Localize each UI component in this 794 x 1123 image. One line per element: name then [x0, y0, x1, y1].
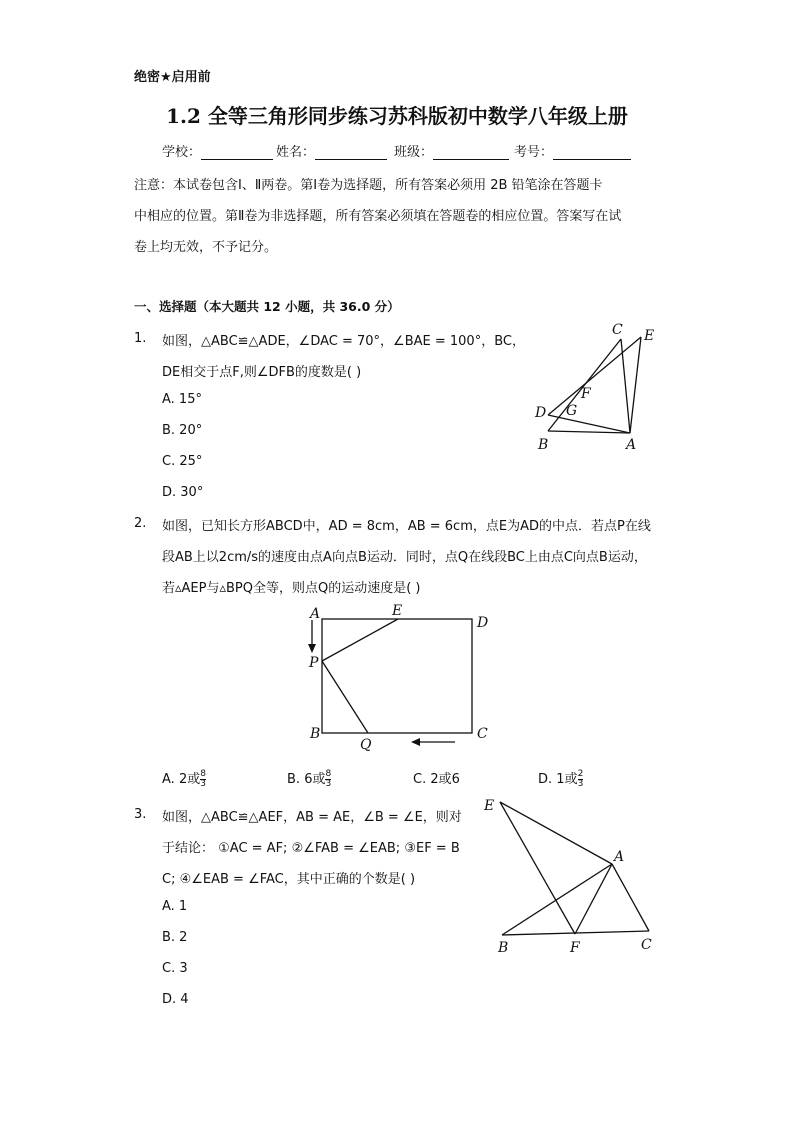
page-title: 1.2 全等三角形同步练习苏科版初中数学八年级上册 [166, 104, 628, 128]
q3-line-ea [500, 802, 612, 864]
notice-line-3: 卷上均无效，不予记分。 [134, 240, 278, 255]
name-field [276, 141, 387, 160]
q2-option-d-denominator: 3 [577, 779, 584, 789]
q2-label-e: E [392, 603, 403, 619]
q1-line-da [548, 415, 630, 433]
q3-line-ba [502, 864, 612, 935]
q2-label-b: B [310, 726, 321, 742]
q2-option-a-numerator: 8 [200, 769, 206, 779]
q2-line-pq [322, 661, 368, 733]
school-label: 学校： [162, 145, 202, 160]
q1-label-a: A [626, 437, 637, 453]
q2-option-b[interactable] [287, 768, 331, 789]
q2-line-3: 若▵AEP与▵BPQ全等，则点Q的运动速度是( ) [162, 581, 421, 596]
q2-option-c-label: C. [413, 772, 427, 787]
q3-line-ef [500, 802, 575, 934]
secret-label: 绝密★启用前 [134, 70, 211, 85]
q1-line-2: DE相交于点F,则∠DFB的度数是( ) [162, 365, 362, 380]
q2-option-d-fraction [578, 770, 584, 789]
q1-option-b[interactable]: B. 20° [162, 423, 203, 438]
q2-option-a-denominator: 3 [200, 779, 206, 789]
q3-line-bc [502, 931, 649, 935]
q3-number: 3. [134, 807, 147, 822]
q2-line-pe [322, 619, 398, 661]
q1-number: 1. [134, 331, 147, 346]
school-field [162, 141, 273, 160]
q2-option-a-text: 2或 [178, 772, 201, 787]
class-blank[interactable] [433, 145, 509, 160]
q3-option-b[interactable]: B. 2 [162, 930, 188, 945]
q3-option-d[interactable]: D. 4 [162, 992, 189, 1007]
school-blank[interactable] [201, 145, 273, 160]
q1-option-c[interactable]: C. 25° [162, 454, 203, 469]
q2-option-b-numerator: 8 [325, 769, 332, 779]
q3-line-ac [612, 864, 649, 931]
q1-option-d[interactable]: D. 30° [162, 485, 204, 500]
q1-line-1: 如图，△ABC≌△ADE，∠DAC = 70°，∠BAE = 100°，BC， [162, 334, 525, 349]
q1-label-f: F [581, 386, 591, 402]
name-label: 姓名： [276, 145, 316, 160]
exam-no-field [514, 141, 631, 160]
q2-label-p: P [309, 655, 319, 671]
class-field [394, 141, 509, 160]
q2-rectangle [322, 619, 472, 733]
q2-label-q: Q [360, 737, 372, 753]
q1-figure [528, 318, 668, 458]
q3-option-c[interactable]: C. 3 [162, 961, 188, 976]
q3-option-a[interactable]: A. 1 [162, 899, 188, 914]
q1-label-d: D [535, 405, 547, 421]
q2-option-a-fraction [200, 770, 206, 789]
q1-label-b: B [538, 437, 549, 453]
q1-label-c: C [612, 322, 623, 338]
section-title: 一、选择题（本大题共 12 小题，共 36.0 分） [134, 299, 400, 314]
q2-option-b-denominator: 3 [325, 779, 332, 789]
q3-line-1: 如图，△ABC≌△AEF，AB = AE，∠B = ∠E，则对 [162, 810, 462, 825]
exam-no-blank[interactable] [553, 145, 631, 160]
q2-figure [300, 600, 500, 755]
q2-option-d[interactable] [538, 768, 583, 789]
q3-figure [478, 790, 668, 965]
q2-label-a: A [310, 606, 321, 622]
q2-arrow-down-icon [308, 644, 316, 653]
q2-label-c: C [477, 726, 488, 742]
q2-arrow-left-icon [411, 738, 420, 746]
q2-option-b-fraction [325, 770, 331, 789]
q3-line-3: C; ④∠EAB = ∠FAC，其中正确的个数是( ) [162, 872, 416, 887]
q2-line-2: 段AB上以2cm/s的速度由点A向点B运动．同时，点Q在线段BC上由点C向点B运动， [162, 550, 647, 565]
q3-line-af [575, 864, 612, 934]
q2-option-c[interactable] [413, 768, 460, 787]
q2-option-c-text: 2或6 [430, 772, 460, 787]
q3-line-2: 于结论： ①AC = AF; ②∠FAB = ∠EAB; ③EF = B [162, 841, 460, 856]
q2-option-b-label: B. [287, 772, 301, 787]
q1-label-e: E [644, 328, 655, 344]
q1-label-g: G [566, 403, 578, 419]
class-label: 班级： [394, 145, 434, 160]
q3-label-c: C [641, 937, 652, 953]
q3-label-f: F [570, 940, 580, 956]
q2-option-d-numerator: 2 [577, 769, 584, 779]
q2-option-b-text: 6或 [304, 772, 326, 787]
q2-option-a-label: A. [162, 772, 175, 787]
name-blank[interactable] [315, 145, 387, 160]
q3-label-a: A [614, 849, 625, 865]
q2-option-d-text: 1或 [556, 772, 578, 787]
q3-label-b: B [498, 940, 509, 956]
q2-option-a[interactable] [162, 768, 206, 789]
q2-label-d: D [477, 615, 489, 631]
notice-line-2: 中相应的位置。第Ⅱ卷为非选择题，所有答案必须填在答题卷的相应位置。答案写在试 [134, 209, 622, 224]
q2-option-d-label: D. [538, 772, 553, 787]
notice-line-1: 注意：本试卷包含Ⅰ、Ⅱ两卷。第Ⅰ卷为选择题，所有答案必须用 2B 铅笔涂在答题卡 [134, 178, 603, 193]
q2-number: 2. [134, 516, 147, 531]
exam-no-label: 考号： [514, 145, 554, 160]
q1-line-ba [548, 431, 630, 433]
q3-label-e: E [484, 798, 495, 814]
q2-line-1: 如图，已知长方形ABCD中，AD = 8cm，AB = 6cm，点E为AD的中点．若点P在线 [162, 519, 651, 534]
q1-line-ea [630, 337, 641, 433]
q1-option-a[interactable]: A. 15° [162, 392, 202, 407]
